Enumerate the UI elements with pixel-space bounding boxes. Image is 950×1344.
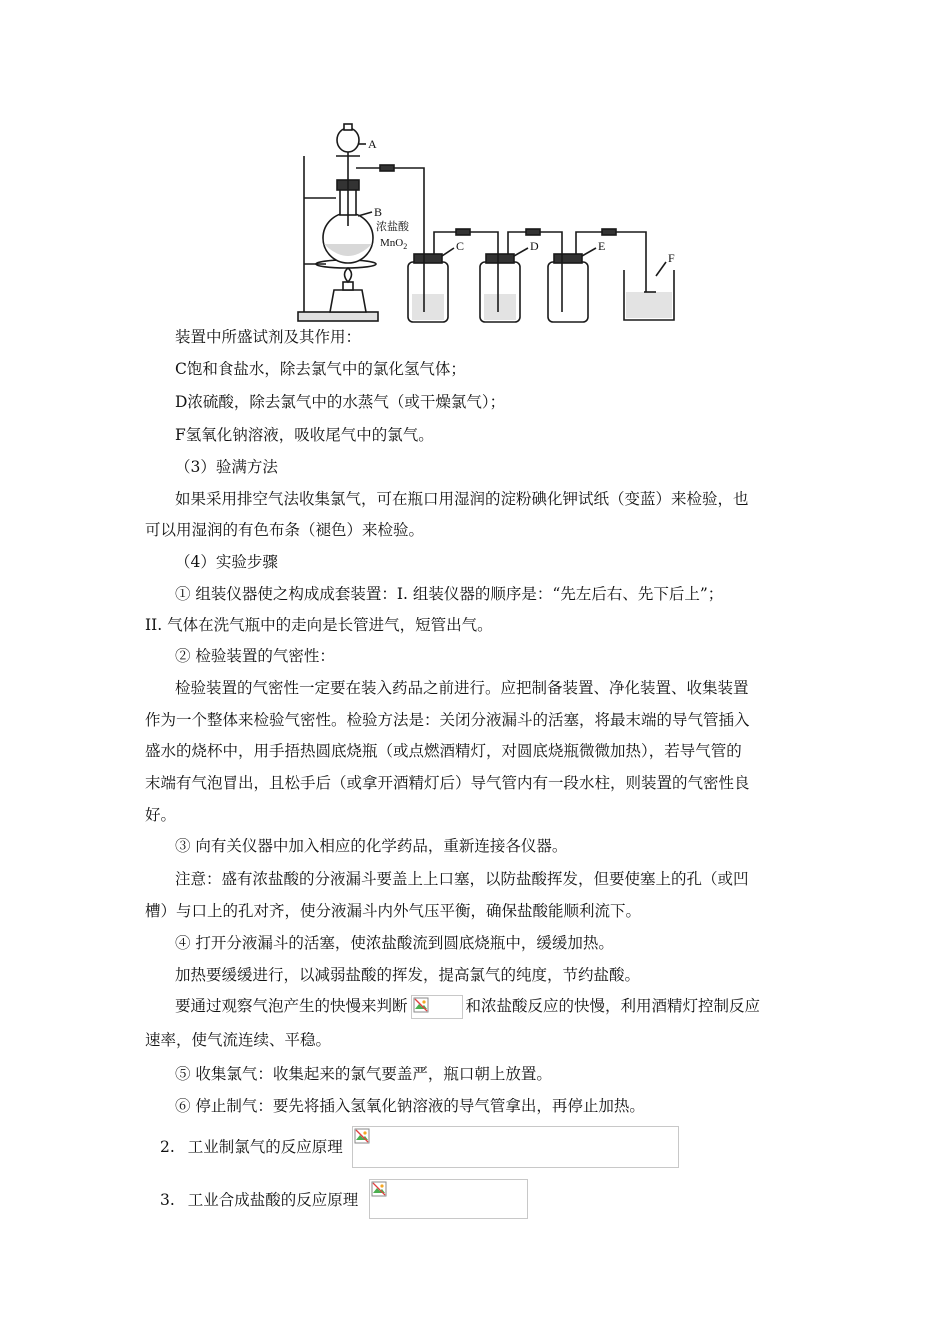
text-line: 作为一个整体来检验气密性。检验方法是：关闭分液漏斗的活塞，将最末端的导气管插入 [145,711,750,729]
label-d: D [530,239,539,253]
text-line: （3）验满方法 [175,458,278,476]
broken-image-icon [371,1181,387,1197]
item-3-number: 3. [160,1191,175,1209]
text-line: 槽）与口上的孔对齐，使分液漏斗内外气压平衡，确保盐酸能顺利流下。 [145,902,642,920]
text-line: F氢氧化钠溶液，吸收尾气中的氯气。 [175,426,434,444]
label-e: E [598,239,606,253]
text-line: 盛水的烧杯中，用手捂热圆底烧瓶（或点燃酒精灯，对圆底烧瓶微微加热），若导气管的 [145,742,742,760]
text-line: 末端有气泡冒出，且松手后（或拿开酒精灯后）导气管内有一段水柱，则装置的气密性良 [145,774,750,792]
text-line: ③ 向有关仪器中加入相应的化学药品，重新连接各仪器。 [175,837,568,855]
item-2-number: 2. [160,1138,175,1156]
inline-formula-image [411,995,463,1019]
item-2 [160,1137,343,1157]
broken-image-icon [354,1128,370,1144]
text-line: 好。 [145,806,177,824]
label-reagent-mno2: MnO$_2$ [380,237,408,251]
text-line: D浓硫酸，除去氯气中的水蒸气（或干燥氯气）； [175,393,506,411]
item-3-text: 工业合成盐酸的反应原理 [187,1191,359,1209]
text-line: ⑤ 收集氯气：收集起来的氯气要盖严，瓶口朝上放置。 [175,1065,552,1083]
text-line: （4）实验步骤 [175,553,278,571]
text-line: ④ 打开分液漏斗的活塞，使浓盐酸流到圆底烧瓶中，缓缓加热。 [175,934,614,952]
text-line: II. 气体在洗气瓶中的走向是长管进气，短管出气。 [145,616,493,634]
text-line: 检验装置的气密性一定要在装入药品之前进行。应把制备装置、净化装置、收集装置 [175,679,749,697]
observe-line-after: 和浓盐酸反应的快慢，利用酒精灯控制反应 [465,997,761,1015]
item-3-formula-image [369,1179,528,1219]
text-line: ① 组装仪器使之构成成套装置：I. 组装仪器的顺序是：“先左后右、先下后上”； [175,585,724,603]
text-line: ② 检验装置的气密性： [175,647,335,665]
item-2-formula-image [352,1126,679,1168]
chlorine-apparatus-figure [296,116,696,331]
label-b: B [374,205,383,219]
observe-line-before: 要通过观察气泡产生的快慢来判断 [175,997,408,1015]
item-2-text: 工业制氯气的反应原理 [187,1138,343,1156]
label-a: A [368,137,377,151]
item-3 [160,1190,358,1210]
text-line: 注意：盛有浓盐酸的分液漏斗要盖上上口塞，以防盐酸挥发，但要使塞上的孔（或凹 [175,870,749,888]
text-line: 装置中所盛试剂及其作用： [175,328,362,346]
label-reagent-hcl: 浓盐酸 [376,220,409,233]
text-line: 加热要缓缓进行，以减弱盐酸的挥发，提高氯气的纯度，节约盐酸。 [175,966,641,984]
text-line: 可以用湿润的有色布条（褪色）来检验。 [145,521,425,539]
label-c: C [456,239,465,253]
observe-line [175,995,760,1019]
text-line: ⑥ 停止制气：要先将插入氢氧化钠溶液的导气管拿出，再停止加热。 [175,1097,645,1115]
text-line: C饱和食盐水，除去氯气中的氯化氢气体； [175,360,466,378]
text-line: 如果采用排空气法收集氯气，可在瓶口用湿润的淀粉碘化钾试纸（变蓝）来检验，也 [175,490,749,508]
label-f: F [668,251,675,265]
text-line: 速率，使气流连续、平稳。 [145,1031,332,1049]
broken-image-icon [413,997,429,1013]
